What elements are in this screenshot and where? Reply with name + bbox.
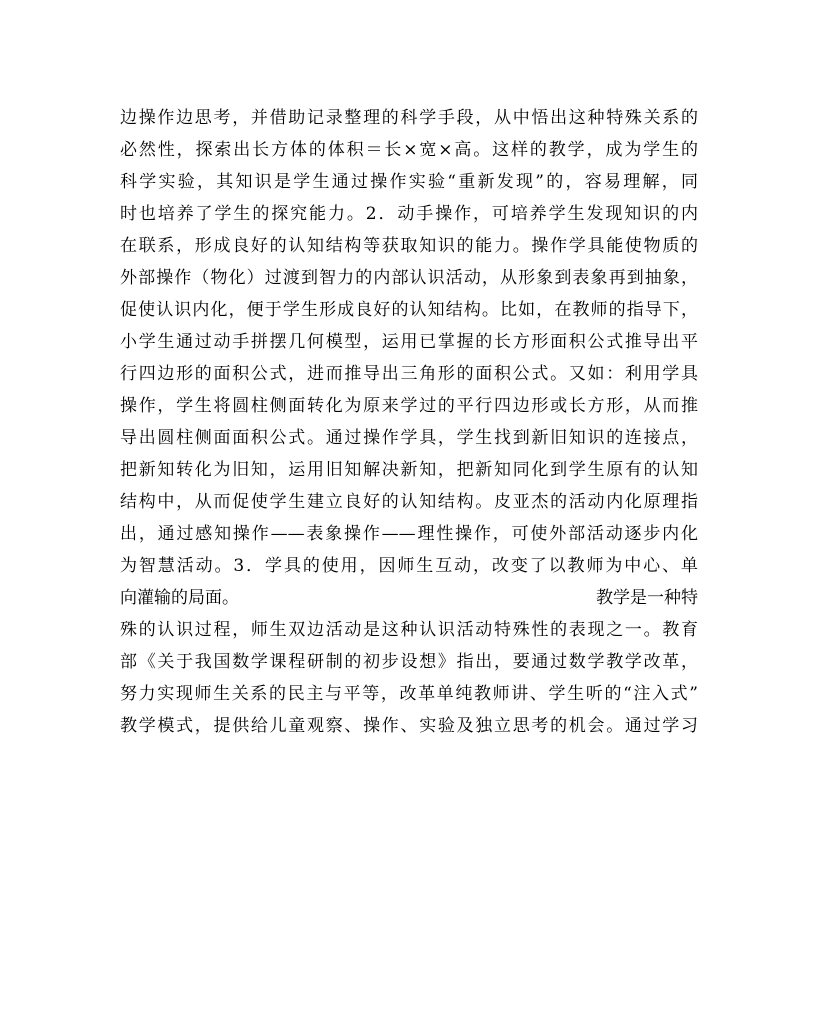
paragraph-start-text: 教学是一种特 xyxy=(596,588,698,608)
text-line: 导出圆柱侧面面积公式。通过操作学具，学生找到新旧知识的连接点， xyxy=(120,428,698,448)
text-line: 促使认识内化，便于学生形成良好的认知结构。比如，在教师的指导下， xyxy=(120,300,698,320)
text-line: 行四边形的面积公式，进而推导出三角形的面积公式。又如：利用学具 xyxy=(120,364,698,384)
paragraph-end-text: 向灌输的局面。 xyxy=(120,588,239,608)
split-text-line xyxy=(120,582,698,614)
text-line: 科学实验，其知识是学生通过操作实验“重新发现”的，容易理解，同 xyxy=(120,172,698,192)
text-line: 在联系，形成良好的认知结构等获取知识的能力。操作学具能使物质的 xyxy=(120,236,698,256)
text-line: 时也培养了学生的探究能力。2．动手操作，可培养学生发现知识的内 xyxy=(120,204,698,224)
text-line: 必然性，探索出长方体的体积＝长×宽×高。这样的教学，成为学生的 xyxy=(120,140,698,160)
text-line: 外部操作（物化）过渡到智力的内部认识活动，从形象到表象再到抽象， xyxy=(120,268,698,288)
text-line: 为智慧活动。3．学具的使用，因师生互动，改变了以教师为中心、单 xyxy=(120,556,698,576)
text-line: 结构中，从而促使学生建立良好的认知结构。皮亚杰的活动内化原理指 xyxy=(120,492,698,512)
text-line: 边操作边思考，并借助记录整理的科学手段，从中悟出这种特殊关系的 xyxy=(120,108,698,128)
text-line: 努力实现师生关系的民主与平等，改革单纯教师讲、学生听的“注入式” xyxy=(120,684,698,704)
body-text xyxy=(120,102,698,742)
text-line: 把新知转化为旧知，运用旧知解决新知，把新知同化到学生原有的认知 xyxy=(120,460,698,480)
text-line: 出，通过感知操作——表象操作——理性操作，可使外部活动逐步内化 xyxy=(120,524,698,544)
text-line: 部《关于我国数学课程研制的初步设想》指出，要通过数学教学改革， xyxy=(120,652,698,672)
text-line: 小学生通过动手拼摆几何模型，运用已掌握的长方形面积公式推导出平 xyxy=(120,332,698,352)
text-line: 殊的认识过程，师生双边活动是这种认识活动特殊性的表现之一。教育 xyxy=(120,620,698,640)
text-line: 操作，学生将圆柱侧面转化为原来学过的平行四边形或长方形，从而推 xyxy=(120,396,698,416)
text-line: 教学模式，提供给儿童观察、操作、实验及独立思考的机会。通过学习 xyxy=(120,716,698,736)
